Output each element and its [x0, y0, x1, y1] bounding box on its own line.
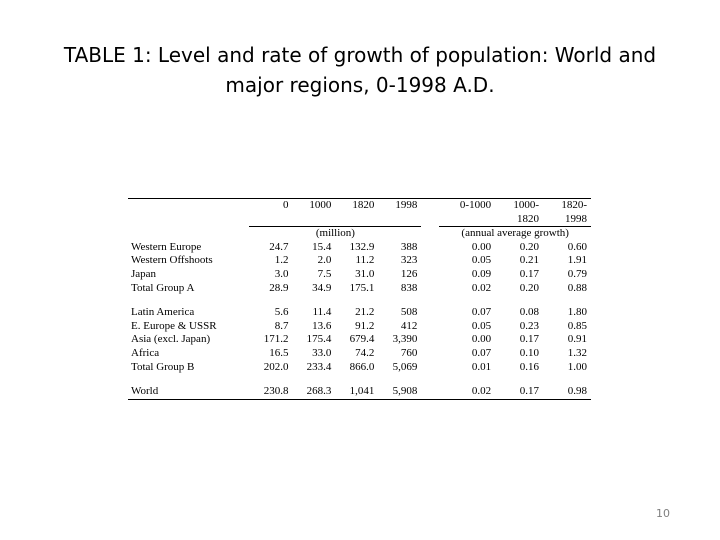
level-cell: 508 — [400, 306, 418, 319]
header-level-1000: 1000 — [292, 199, 335, 213]
level-cell: 11.4 — [312, 306, 332, 319]
growth-cell: 0.05 — [471, 254, 492, 267]
level-cell: 91.2 — [355, 319, 375, 332]
table-row — [128, 241, 591, 255]
region-cell: E. Europe & USSR — [131, 319, 217, 332]
growth-cell: 0.07 — [471, 306, 492, 319]
growth-cell: 0.07 — [471, 346, 492, 359]
level-cell: 202.0 — [263, 360, 289, 373]
header-growth-1820-1998: 1820- — [543, 199, 591, 213]
growth-cell: 0.85 — [567, 319, 587, 332]
header-level-1998: 1998 — [378, 199, 421, 213]
page-number: 10 — [656, 507, 670, 520]
level-cell: 1,041 — [335, 385, 378, 399]
region-cell: Total Group A — [131, 281, 195, 294]
group-spacer — [128, 295, 591, 306]
growth-cell: 0.00 — [471, 240, 492, 253]
growth-cell: 0.20 — [519, 281, 539, 294]
header-growth-1000-1820: 1000- — [495, 199, 543, 213]
region-cell: Western Europe — [131, 240, 202, 253]
level-cell: 74.2 — [355, 346, 375, 359]
growth-cell: 0.09 — [471, 267, 492, 280]
level-cell: 412 — [400, 319, 418, 332]
table-row — [128, 320, 591, 334]
header-row-2: 1820 1998 — [517, 212, 587, 225]
level-cell: 21.2 — [355, 306, 375, 319]
level-cell: 15.4 — [312, 240, 332, 253]
growth-cell: 0.23 — [519, 319, 539, 332]
level-cell: 7.5 — [317, 267, 332, 280]
title-line-2: major regions, 0-1998 A.D. — [225, 73, 495, 97]
header-growth-0-1000: 0-1000 — [439, 199, 495, 213]
level-cell: 126 — [400, 267, 418, 280]
level-cell: 24.7 — [269, 240, 289, 253]
growth-cell: 0.17 — [519, 267, 539, 280]
growth-cell: 0.10 — [519, 346, 539, 359]
level-unit: (million) — [249, 227, 421, 241]
region-cell: Latin America — [131, 306, 195, 319]
table-row — [128, 254, 591, 268]
level-cell: 268.3 — [292, 385, 335, 399]
growth-cell: 0.60 — [567, 240, 587, 253]
growth-cell: 0.16 — [519, 360, 539, 373]
level-cell: 175.1 — [349, 281, 375, 294]
header-label-cell — [128, 199, 249, 213]
level-cell: 5,908 — [378, 385, 421, 399]
level-cell: 31.0 — [355, 267, 375, 280]
table-row — [128, 306, 591, 320]
unit-row — [128, 227, 591, 241]
level-cell: 2.0 — [317, 254, 332, 267]
level-cell: 28.9 — [269, 281, 289, 294]
level-cell: 171.2 — [263, 333, 289, 346]
level-cell: 866.0 — [349, 360, 375, 373]
growth-cell: 0.17 — [519, 333, 539, 346]
table-row — [128, 361, 591, 375]
growth-cell: 0.17 — [495, 385, 543, 399]
growth-cell: 0.79 — [567, 267, 587, 280]
level-cell: 175.4 — [306, 333, 332, 346]
growth-cell: 0.21 — [519, 254, 539, 267]
level-cell: 388 — [400, 240, 418, 253]
region-cell: Western Offshoots — [131, 254, 213, 267]
level-cell: 3.0 — [274, 267, 289, 280]
title-line-1: TABLE 1: Level and rate of growth of population: World and — [63, 43, 657, 67]
header-level-0: 0 — [249, 199, 292, 213]
region-cell: Total Group B — [131, 360, 195, 373]
level-cell: 34.9 — [312, 281, 332, 294]
level-cell: 3,390 — [392, 333, 418, 346]
table-row — [128, 268, 591, 282]
table-row — [128, 347, 591, 361]
population-table — [128, 198, 591, 400]
level-cell: 5.6 — [274, 306, 289, 319]
growth-cell: 0.91 — [567, 333, 587, 346]
level-cell: 1.2 — [274, 254, 289, 267]
level-cell: 838 — [400, 281, 418, 294]
growth-cell: 0.20 — [519, 240, 539, 253]
level-cell: 33.0 — [312, 346, 332, 359]
region-cell: World — [128, 385, 249, 399]
growth-cell: 0.02 — [439, 385, 495, 399]
level-cell: 132.9 — [349, 240, 375, 253]
header-row — [128, 199, 591, 213]
level-cell: 323 — [400, 254, 418, 267]
growth-cell: 1.80 — [567, 306, 587, 319]
level-cell: 760 — [400, 346, 418, 359]
growth-cell: 0.98 — [543, 385, 591, 399]
growth-cell: 0.02 — [471, 281, 492, 294]
level-cell: 11.2 — [355, 254, 375, 267]
level-cell: 233.4 — [306, 360, 332, 373]
level-cell: 13.6 — [312, 319, 332, 332]
region-cell: Africa — [131, 346, 160, 359]
table-body — [128, 199, 591, 400]
growth-cell: 1.91 — [567, 254, 587, 267]
table-row — [128, 333, 591, 347]
slide-title — [40, 40, 680, 100]
level-cell: 679.4 — [349, 333, 375, 346]
region-cell: Japan — [131, 267, 157, 280]
growth-cell: 0.00 — [471, 333, 492, 346]
growth-cell: 0.88 — [567, 281, 587, 294]
growth-cell: 1.00 — [567, 360, 587, 373]
growth-cell: 1.32 — [567, 346, 587, 359]
level-cell: 5,069 — [392, 360, 418, 373]
table-row — [128, 385, 591, 399]
level-cell: 8.7 — [274, 319, 289, 332]
growth-cell: 0.01 — [471, 360, 492, 373]
growth-cell: 0.08 — [519, 306, 539, 319]
header-level-1820: 1820 — [335, 199, 378, 213]
growth-cell: 0.05 — [471, 319, 492, 332]
table-row — [128, 282, 591, 296]
level-cell: 230.8 — [249, 385, 292, 399]
growth-unit: (annual average growth) — [439, 227, 591, 241]
group-spacer — [128, 374, 591, 385]
region-cell: Asia (excl. Japan) — [131, 333, 211, 346]
level-cell: 16.5 — [269, 346, 289, 359]
